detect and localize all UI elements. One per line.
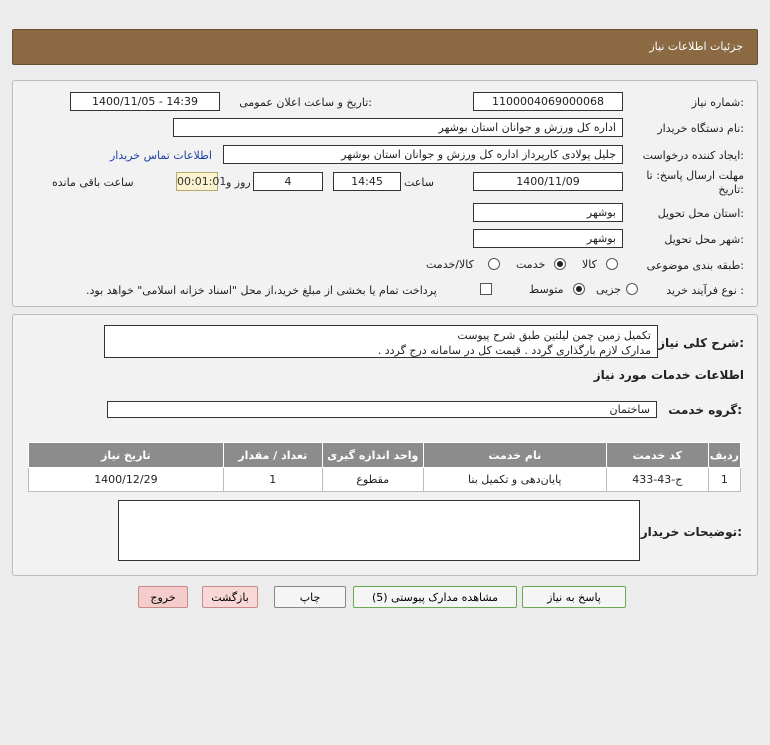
days-label: روز و [226, 176, 251, 189]
process-option-minor: جزیی [596, 283, 622, 296]
services-table [28, 442, 741, 492]
view-documents-button[interactable]: مشاهده مدارک پیوستی (5) [353, 586, 517, 608]
description-box [104, 325, 658, 358]
category-radio-goods[interactable] [606, 258, 618, 270]
contact-buyer-link[interactable]: اطلاعات تماس خریدار [110, 149, 212, 162]
col-qty: تعداد / مقدار [223, 443, 322, 468]
deadline-date-field: 1400/11/09 [473, 172, 623, 191]
col-date: تاریخ نیاز [29, 443, 224, 468]
description-line-2: مدارک لازم بارگذاری گردد . قیمت کل در سامانه درج گردد . [377, 344, 651, 357]
deadline-time-label: ساعت [404, 176, 434, 189]
page-title: جزئیات اطلاعات نیاز [649, 40, 743, 53]
page-header [12, 29, 758, 65]
print-button[interactable]: چاپ [274, 586, 346, 608]
process-option-medium: متوسط [529, 283, 564, 296]
treasury-payment-note: پرداخت تمام یا بخشی از مبلغ خرید،از محل "اسناد خزانه اسلامی" خواهد بود. [86, 284, 437, 297]
category-label: طبقه بندی موضوعی: [646, 259, 744, 272]
cell-row: 1 [708, 468, 740, 492]
service-group-label: گروه خدمت: [668, 403, 742, 417]
col-name: نام خدمت [423, 443, 606, 468]
process-radio-minor[interactable] [626, 283, 638, 295]
remaining-label: ساعت باقی مانده [52, 176, 134, 189]
category-option-goods: کالا [582, 258, 597, 271]
need-number-field: 1100004069000068 [473, 92, 623, 111]
province-field: بوشهر [473, 203, 623, 222]
announce-label: تاریخ و ساعت اعلان عمومی: [239, 96, 372, 109]
deadline-time-field: 14:45 [333, 172, 401, 191]
reply-button[interactable]: پاسخ به نیاز [522, 586, 626, 608]
table-row [29, 468, 741, 492]
exit-button[interactable]: خروج [138, 586, 188, 608]
process-label: نوع فرآیند خرید : [666, 284, 744, 297]
description-label: شرح کلی نیاز: [658, 336, 744, 350]
requester-label: ایجاد کننده درخواست: [642, 149, 744, 162]
back-button[interactable]: بازگشت [202, 586, 258, 608]
buyer-org-label: نام دستگاه خریدار: [657, 122, 744, 135]
category-option-goods-service: کالا/خدمت [426, 258, 474, 271]
cell-name: پایان‌دهی و تکمیل بنا [423, 468, 606, 492]
buyer-org-field: اداره کل ورزش و جوانان استان بوشهر [173, 118, 623, 137]
col-code: کد خدمت [606, 443, 708, 468]
cell-qty: 1 [223, 468, 322, 492]
days-field: 4 [253, 172, 323, 191]
buyer-notes-label: توضیحات خریدار: [640, 525, 742, 539]
process-radio-medium[interactable] [573, 283, 585, 295]
city-label: شهر محل تحویل: [664, 233, 744, 246]
cell-unit: مقطوع [322, 468, 423, 492]
col-row: ردیف [708, 443, 740, 468]
announce-field: 1400/11/05 - 14:39 [70, 92, 220, 111]
cell-code: ج-43-433 [606, 468, 708, 492]
cell-date: 1400/12/29 [29, 468, 224, 492]
category-option-service: خدمت [516, 258, 546, 271]
treasury-payment-checkbox[interactable] [480, 283, 492, 295]
buyer-notes-box [118, 500, 640, 561]
province-label: استان محل تحویل: [657, 207, 744, 220]
requester-field: جلیل پولادی کارپرداز اداره کل ورزش و جوانان استان بوشهر [223, 145, 623, 164]
city-field: بوشهر [473, 229, 623, 248]
deadline-label: مهلت ارسال پاسخ: تا تاریخ: [646, 169, 744, 196]
remaining-timer: 00:01:01 [176, 172, 218, 191]
need-number-label: شماره نیاز: [691, 96, 744, 109]
services-section-title: اطلاعات خدمات مورد نیاز [593, 368, 744, 382]
col-unit: واحد اندازه گیری [322, 443, 423, 468]
category-radio-service[interactable] [554, 258, 566, 270]
table-header-row [29, 443, 741, 468]
category-radio-goods-service[interactable] [488, 258, 500, 270]
description-line-1: تکمیل زمین چمن لیلتین طبق شرح پیوست [457, 329, 651, 342]
service-group-field: ساختمان [107, 401, 657, 418]
